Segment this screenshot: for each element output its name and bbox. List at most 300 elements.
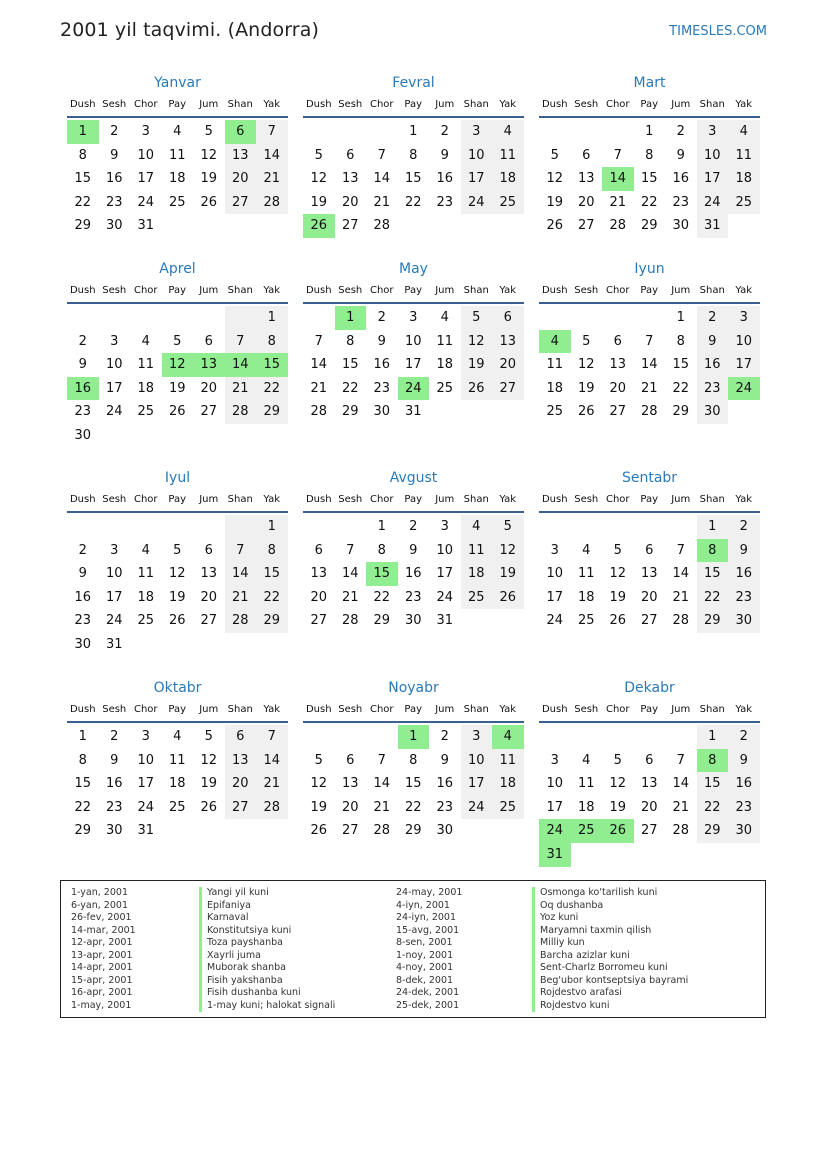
day-cell: 2 [676,124,685,139]
weekday-label: Yak [263,285,281,296]
day-cell: 26 [546,218,564,234]
day-cell: 18 [168,171,186,187]
day-cell: 20 [492,353,524,377]
weekday-label: Jum [435,285,455,296]
day-cell: 14 [672,776,690,792]
day-cell: 8 [78,752,87,768]
weekday-label: Chor [369,494,394,505]
weekday-label: Dush [541,99,568,110]
day-cell: 4 [728,120,760,144]
weekday-label: Chor [133,494,158,505]
day-cell: 29 [256,400,288,424]
month-name: May [399,261,428,277]
holiday-date: 24-iyn, 2001 [396,912,457,923]
day-cell: 29 [697,609,729,633]
day-cell: 26 [200,194,218,210]
page-title: 2001 yil taqvimi. (Andorra) [60,19,319,41]
weekday-label: Yak [499,285,517,296]
holiday-date: 1-noy, 2001 [396,949,454,961]
holiday-date: 13-apr, 2001 [71,949,133,961]
day-cell: 19 [310,194,328,210]
empty-cell [492,214,524,238]
weekday-label: Dush [69,99,96,110]
day-cell: 12 [168,566,186,582]
days-grid [539,306,760,424]
weekday-label: Jum [199,494,219,505]
empty-cell [193,424,225,448]
day-cell: 3 [110,542,119,558]
day-cell: 14 [225,353,257,377]
empty-cell [162,306,194,330]
day-cell: 22 [697,796,729,820]
holiday-name: Konstitutsiya kuni [207,924,292,936]
day-cell: 28 [373,218,391,234]
day-cell: 6 [346,752,355,768]
month-10 [67,677,288,843]
day-cell: 23 [105,799,123,815]
empty-cell [461,609,493,633]
weekday-label: Jum [199,285,219,296]
day-cell: 16 [373,357,391,373]
weekday-label: Chor [605,285,630,296]
day-cell: 24 [436,589,454,605]
day-cell: 9 [728,749,760,773]
month-name: Mart [633,75,666,91]
day-cell: 30 [728,609,760,633]
weekday-label: Sesh [102,99,127,110]
holiday-name: Yangi yil kuni [207,887,269,898]
empty-cell [366,120,398,144]
day-cell: 14 [373,171,391,187]
day-cell: 14 [310,357,328,373]
weekday-label: Dush [541,285,568,296]
holiday-name: Sent-Charlz Borromeu kuni [540,962,668,973]
day-cell: 18 [728,167,760,191]
weekday-header [539,489,760,513]
empty-cell [99,424,131,448]
day-cell: 9 [697,330,729,354]
weekday-label: Shan [227,704,253,715]
day-cell: 23 [373,380,391,396]
day-cell: 6 [492,306,524,330]
day-cell: 17 [105,380,123,396]
day-cell: 5 [582,333,591,349]
day-cell: 20 [341,194,359,210]
weekday-header [67,94,288,118]
day-cell: 28 [256,796,288,820]
holiday-list [60,880,766,1018]
empty-cell [303,725,335,749]
weekday-label: Chor [605,494,630,505]
day-cell: 21 [225,377,257,401]
holiday-name: Karnaval [207,912,249,923]
weekday-label: Yak [263,99,281,110]
day-cell: 20 [577,194,595,210]
month-name: Iyul [164,470,191,486]
day-cell: 7 [377,147,386,163]
holiday-date: 1-may, 2001 [71,999,132,1011]
day-cell: 2 [78,542,87,558]
day-cell: 10 [546,776,564,792]
day-cell: 8 [78,147,87,163]
day-cell: 23 [74,404,92,420]
day-cell: 18 [492,772,524,796]
day-cell: 24 [728,377,760,401]
weekday-label: Dush [69,704,96,715]
day-cell: 2 [728,515,760,539]
empty-cell [130,515,162,539]
day-cell: 3 [461,725,493,749]
weekday-label: Dush [541,704,568,715]
weekday-label: Yak [735,494,753,505]
month-2 [303,72,524,238]
month-name: Noyabr [388,680,439,696]
day-cell: 29 [697,819,729,843]
day-cell: 28 [672,823,690,839]
month-name: Iyun [634,261,665,277]
holiday-date: 8-sen, 2001 [396,937,453,948]
empty-cell [303,120,335,144]
day-cell: 16 [728,772,760,796]
holiday-date: 4-iyn, 2001 [396,899,450,911]
day-cell: 28 [225,609,257,633]
day-cell: 1 [398,725,430,749]
empty-cell [539,306,571,330]
empty-cell [67,306,99,330]
day-cell: 8 [697,539,729,563]
day-cell: 13 [640,566,658,582]
day-cell: 31 [404,404,422,420]
days-grid [67,120,288,238]
day-cell: 11 [168,147,186,163]
day-cell: 6 [204,333,213,349]
day-cell: 12 [310,171,328,187]
day-cell: 19 [168,380,186,396]
day-cell: 3 [141,124,150,139]
weekday-label: Dush [69,285,96,296]
weekday-label: Dush [305,494,332,505]
day-cell: 23 [672,194,690,210]
day-cell: 7 [645,333,654,349]
day-cell: 22 [404,799,422,815]
empty-cell [665,843,697,867]
day-cell: 30 [373,404,391,420]
weekday-header [303,94,524,118]
holiday-name: Barcha azizlar kuni [540,949,630,961]
weekday-label: Chor [133,99,158,110]
holiday-name: Milliy kun [540,937,585,948]
holiday-name: Rojdestvo arafasi [540,987,622,998]
day-cell: 23 [436,194,454,210]
day-cell: 10 [105,357,123,373]
month-name: Oktabr [153,680,202,696]
day-cell: 31 [137,823,155,839]
day-cell: 6 [204,542,213,558]
day-cell: 18 [137,380,155,396]
weekday-label: Sesh [574,494,599,505]
day-cell: 8 [676,333,685,349]
holiday-name: Rojdestvo kuni [540,999,610,1011]
day-cell: 24 [398,377,430,401]
day-cell: 17 [461,772,493,796]
month-name: Avgust [389,470,438,486]
day-cell: 8 [346,333,355,349]
day-cell: 13 [640,776,658,792]
empty-cell [429,214,461,238]
day-cell: 30 [697,400,729,424]
weekday-label: Sesh [338,285,363,296]
day-cell: 22 [697,586,729,610]
day-cell: 15 [74,171,92,187]
day-cell: 16 [672,171,690,187]
day-cell: 14 [341,566,359,582]
day-cell: 28 [256,191,288,215]
day-cell: 9 [409,542,418,558]
day-cell: 7 [676,752,685,768]
weekday-header [67,489,288,513]
day-cell: 2 [377,310,386,325]
empty-cell [728,214,760,238]
weekday-label: Yak [499,704,517,715]
day-cell: 30 [672,218,690,234]
day-cell: 30 [74,636,92,652]
day-cell: 23 [728,796,760,820]
weekday-label: Sesh [338,99,363,110]
day-cell: 5 [173,333,182,349]
empty-cell [335,725,367,749]
day-cell: 17 [137,776,155,792]
day-cell: 15 [640,171,658,187]
day-cell: 2 [440,124,449,139]
day-cell: 19 [461,353,493,377]
empty-cell [225,424,257,448]
day-cell: 5 [613,752,622,768]
empty-cell [634,725,666,749]
day-cell: 25 [461,586,493,610]
day-cell: 6 [225,725,257,749]
day-cell: 11 [492,144,524,168]
weekday-label: Pay [640,285,659,296]
weekday-header [67,280,288,304]
day-cell: 19 [168,589,186,605]
day-cell: 11 [577,566,595,582]
empty-cell [335,120,367,144]
day-cell: 8 [256,539,288,563]
day-cell: 13 [341,776,359,792]
holiday-date: 6-yan, 2001 [71,899,128,911]
day-cell: 20 [341,799,359,815]
day-cell: 15 [672,357,690,373]
day-cell: 4 [440,310,449,325]
month-9 [539,467,760,633]
weekday-header [303,280,524,304]
day-cell: 22 [256,586,288,610]
empty-cell [67,515,99,539]
weekday-label: Pay [404,704,423,715]
weekday-label: Shan [227,285,253,296]
weekday-label: Pay [640,494,659,505]
weekday-label: Sesh [102,494,127,505]
days-grid [303,306,524,424]
day-cell: 20 [310,589,328,605]
day-cell: 15 [256,562,288,586]
day-cell: 3 [728,306,760,330]
day-cell: 31 [539,843,571,867]
empty-cell [303,306,335,330]
month-name: Aprel [159,261,196,277]
day-cell: 2 [78,333,87,349]
day-cell: 6 [645,752,654,768]
days-grid [303,725,524,843]
holiday-date: 12-apr, 2001 [71,937,133,948]
day-cell: 19 [200,171,218,187]
weekday-label: Yak [735,99,753,110]
day-cell: 12 [461,330,493,354]
day-cell: 11 [436,333,454,349]
day-cell: 12 [310,776,328,792]
day-cell: 3 [550,752,559,768]
empty-cell [130,633,162,657]
holiday-name: Fisih yakshanba [207,974,283,986]
month-6 [539,258,760,424]
day-cell: 21 [341,589,359,605]
day-cell: 6 [645,542,654,558]
day-cell: 22 [404,194,422,210]
day-cell: 29 [373,613,391,629]
day-cell: 10 [105,566,123,582]
day-cell: 20 [200,380,218,396]
weekday-label: Chor [605,99,630,110]
day-cell: 27 [609,404,627,420]
day-cell: 16 [74,589,92,605]
day-cell: 12 [546,171,564,187]
day-cell: 16 [105,776,123,792]
day-cell: 22 [672,380,690,396]
weekday-label: Yak [263,704,281,715]
empty-cell [571,515,603,539]
holiday-date: 26-fev, 2001 [71,912,132,923]
day-cell: 7 [314,333,323,349]
empty-cell [461,400,493,424]
day-cell: 28 [341,613,359,629]
day-cell: 5 [314,752,323,768]
day-cell: 30 [436,823,454,839]
day-cell: 12 [609,776,627,792]
day-cell: 6 [582,147,591,163]
day-cell: 25 [436,380,454,396]
day-cell: 10 [461,749,493,773]
day-cell: 24 [546,613,564,629]
day-cell: 22 [640,194,658,210]
day-cell: 11 [168,752,186,768]
weekday-header [539,94,760,118]
day-cell: 26 [310,823,328,839]
day-cell: 9 [377,333,386,349]
day-cell: 1 [645,124,654,139]
day-cell: 16 [67,377,99,401]
day-cell: 27 [200,613,218,629]
day-cell: 28 [609,218,627,234]
weekday-label: Dush [305,704,332,715]
day-cell: 17 [105,589,123,605]
day-cell: 24 [105,404,123,420]
month-11 [303,677,524,843]
month-name: Fevral [392,75,435,91]
weekday-label: Jum [671,704,691,715]
weekday-label: Shan [227,99,253,110]
day-cell: 22 [74,194,92,210]
day-cell: 18 [461,562,493,586]
day-cell: 13 [492,330,524,354]
empty-cell [571,843,603,867]
day-cell: 19 [609,589,627,605]
weekday-label: Pay [404,494,423,505]
day-cell: 23 [728,586,760,610]
empty-cell [366,725,398,749]
holiday-name: Fisih dushanba kuni [207,987,301,998]
day-cell: 5 [173,542,182,558]
day-cell: 3 [110,333,119,349]
day-cell: 26 [461,377,493,401]
day-cell: 30 [74,427,92,443]
holiday-names-col-2 [532,887,688,1012]
day-cell: 21 [672,589,690,605]
empty-cell [162,424,194,448]
day-cell: 12 [200,752,218,768]
weekday-label: Pay [168,704,187,715]
day-cell: 12 [492,539,524,563]
day-cell: 6 [314,542,323,558]
day-cell: 25 [168,194,186,210]
day-cell: 28 [373,823,391,839]
day-cell: 28 [310,404,328,420]
holiday-name: Toza payshanba [207,937,283,948]
day-cell: 27 [310,613,328,629]
weekday-label: Shan [699,494,725,505]
day-cell: 14 [640,357,658,373]
day-cell: 3 [141,729,150,744]
weekday-label: Chor [605,704,630,715]
brand-link[interactable]: TIMESLES.COM [669,24,767,39]
day-cell: 25 [492,191,524,215]
holiday-name: Epifaniya [207,899,251,911]
month-4 [67,258,288,448]
day-cell: 22 [74,799,92,815]
holiday-date: 14-mar, 2001 [71,924,136,936]
day-cell: 20 [640,799,658,815]
weekday-label: Chor [133,285,158,296]
weekday-label: Dush [541,494,568,505]
day-cell: 19 [200,776,218,792]
day-cell: 31 [697,214,729,238]
days-grid [303,120,524,238]
weekday-label: Jum [199,704,219,715]
empty-cell [162,515,194,539]
day-cell: 4 [539,330,571,354]
day-cell: 11 [546,357,564,373]
day-cell: 18 [577,799,595,815]
holiday-date: 15-avg, 2001 [396,924,460,936]
weekday-label: Sesh [338,704,363,715]
empty-cell [225,214,257,238]
day-cell: 1 [78,729,87,744]
day-cell: 14 [225,562,257,586]
empty-cell [665,725,697,749]
day-cell: 13 [193,353,225,377]
day-cell: 25 [546,404,564,420]
day-cell: 13 [225,144,257,168]
day-cell: 28 [672,613,690,629]
